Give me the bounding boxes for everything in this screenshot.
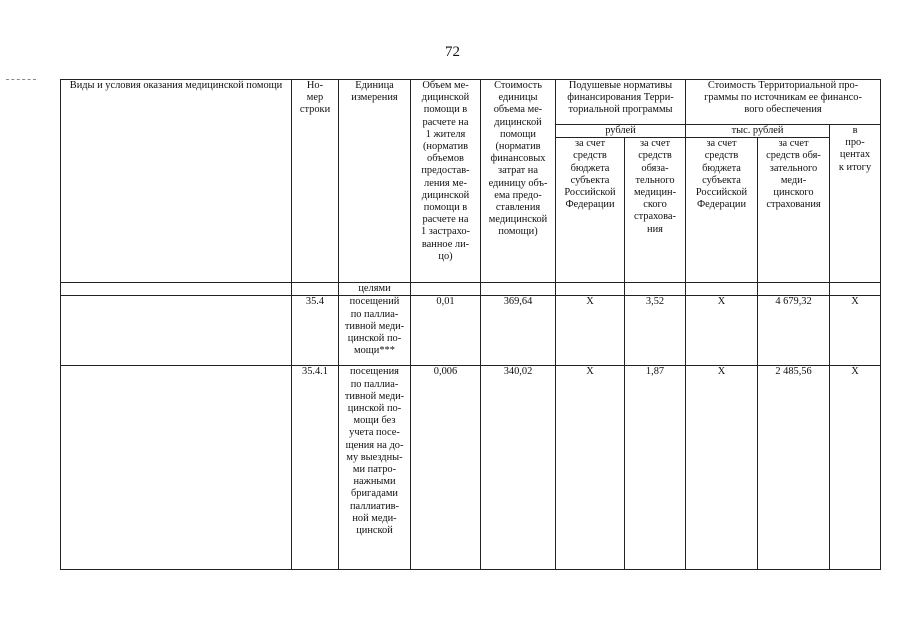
table-row: [61, 283, 881, 296]
header-cost-oms: за счет средств обя- зательного меди- цинского страхования: [758, 138, 830, 283]
cell-cost-oms: 4 679,32: [758, 296, 830, 366]
cell-per-capita-budget: Х: [556, 366, 625, 570]
cell-per-capita-budget: [556, 283, 625, 296]
cell-per-capita-oms: 3,52: [625, 296, 686, 366]
header-per-capita-group: Подушевые нормативы финансирования Терри- ториальной программы: [556, 80, 686, 125]
header-cost-budget: за счет средств бюджета субъекта Российской Федерации: [686, 138, 758, 283]
table-row: [61, 296, 881, 366]
cell-cost-budget: Х: [686, 366, 758, 570]
cell-cost-oms: [758, 283, 830, 296]
header-percent-of-total: в про- центах к итогу: [830, 125, 881, 283]
cell-volume: 0,006: [411, 366, 481, 570]
cell-per-capita-budget: Х: [556, 296, 625, 366]
cell-per-capita-oms: [625, 283, 686, 296]
cell-volume: 0,01: [411, 296, 481, 366]
header-volume: Объем ме- дицинской помощи в расчете на 1 жителя (норматив объемов предостав- ления ме- дицинской помощи в расчете на 1 застрахо- ванное ли- цо): [411, 80, 481, 283]
header-program-cost-group: Стоимость Территориальной про- граммы по источникам ее финансо- вого обеспечения: [686, 80, 881, 125]
header-unit-cost: Стоимость единицы объема ме- дицинской помощи (норматив финансовых затрат на единицу объ- ема предо- ставления медицинской помощи): [481, 80, 556, 283]
cell-unit-cost: 369,64: [481, 296, 556, 366]
cell-row-number: 35.4.1: [292, 366, 339, 570]
scan-artifact-line: [6, 79, 36, 80]
cell-percent: [830, 283, 881, 296]
cell-percent: Х: [830, 366, 881, 570]
header-row-number: Но- мер строки: [292, 80, 339, 283]
medical-care-table: [60, 79, 881, 570]
cell-percent: Х: [830, 296, 881, 366]
cell-cost-budget: Х: [686, 296, 758, 366]
cell-care-type: [61, 296, 292, 366]
cell-row-number: 35.4: [292, 296, 339, 366]
cell-cost-oms: 2 485,56: [758, 366, 830, 570]
header-care-type: Виды и условия оказания медицинской помощи: [61, 80, 292, 283]
cell-unit: посещений по паллиа- тивной меди- цинской по- мощи***: [339, 296, 411, 366]
cell-per-capita-oms: 1,87: [625, 366, 686, 570]
header-per-capita-budget: за счет средств бюджета субъекта Российской Федерации: [556, 138, 625, 283]
page-number: 72: [445, 44, 460, 60]
table-row: [61, 366, 881, 570]
cell-unit-cost: 340,02: [481, 366, 556, 570]
header-unit: Единица измерения: [339, 80, 411, 283]
header-unit-thousand-rubles: тыс. рублей: [686, 125, 830, 138]
cell-care-type: [61, 283, 292, 296]
cell-unit-cost: [481, 283, 556, 296]
cell-unit: посещения по паллиа- тивной меди- цинской по- мощи без учета посе- щения на до- му выездны- ми патро- нажными бригадами паллиатив- ной меди- цинской: [339, 366, 411, 570]
header-unit-rubles: рублей: [556, 125, 686, 138]
cell-unit: целями: [339, 283, 411, 296]
cell-volume: [411, 283, 481, 296]
header-per-capita-oms: за счет средств обяза- тельного медицин- ского страхова- ния: [625, 138, 686, 283]
cell-cost-budget: [686, 283, 758, 296]
cell-care-type: [61, 366, 292, 570]
cell-row-number: [292, 283, 339, 296]
